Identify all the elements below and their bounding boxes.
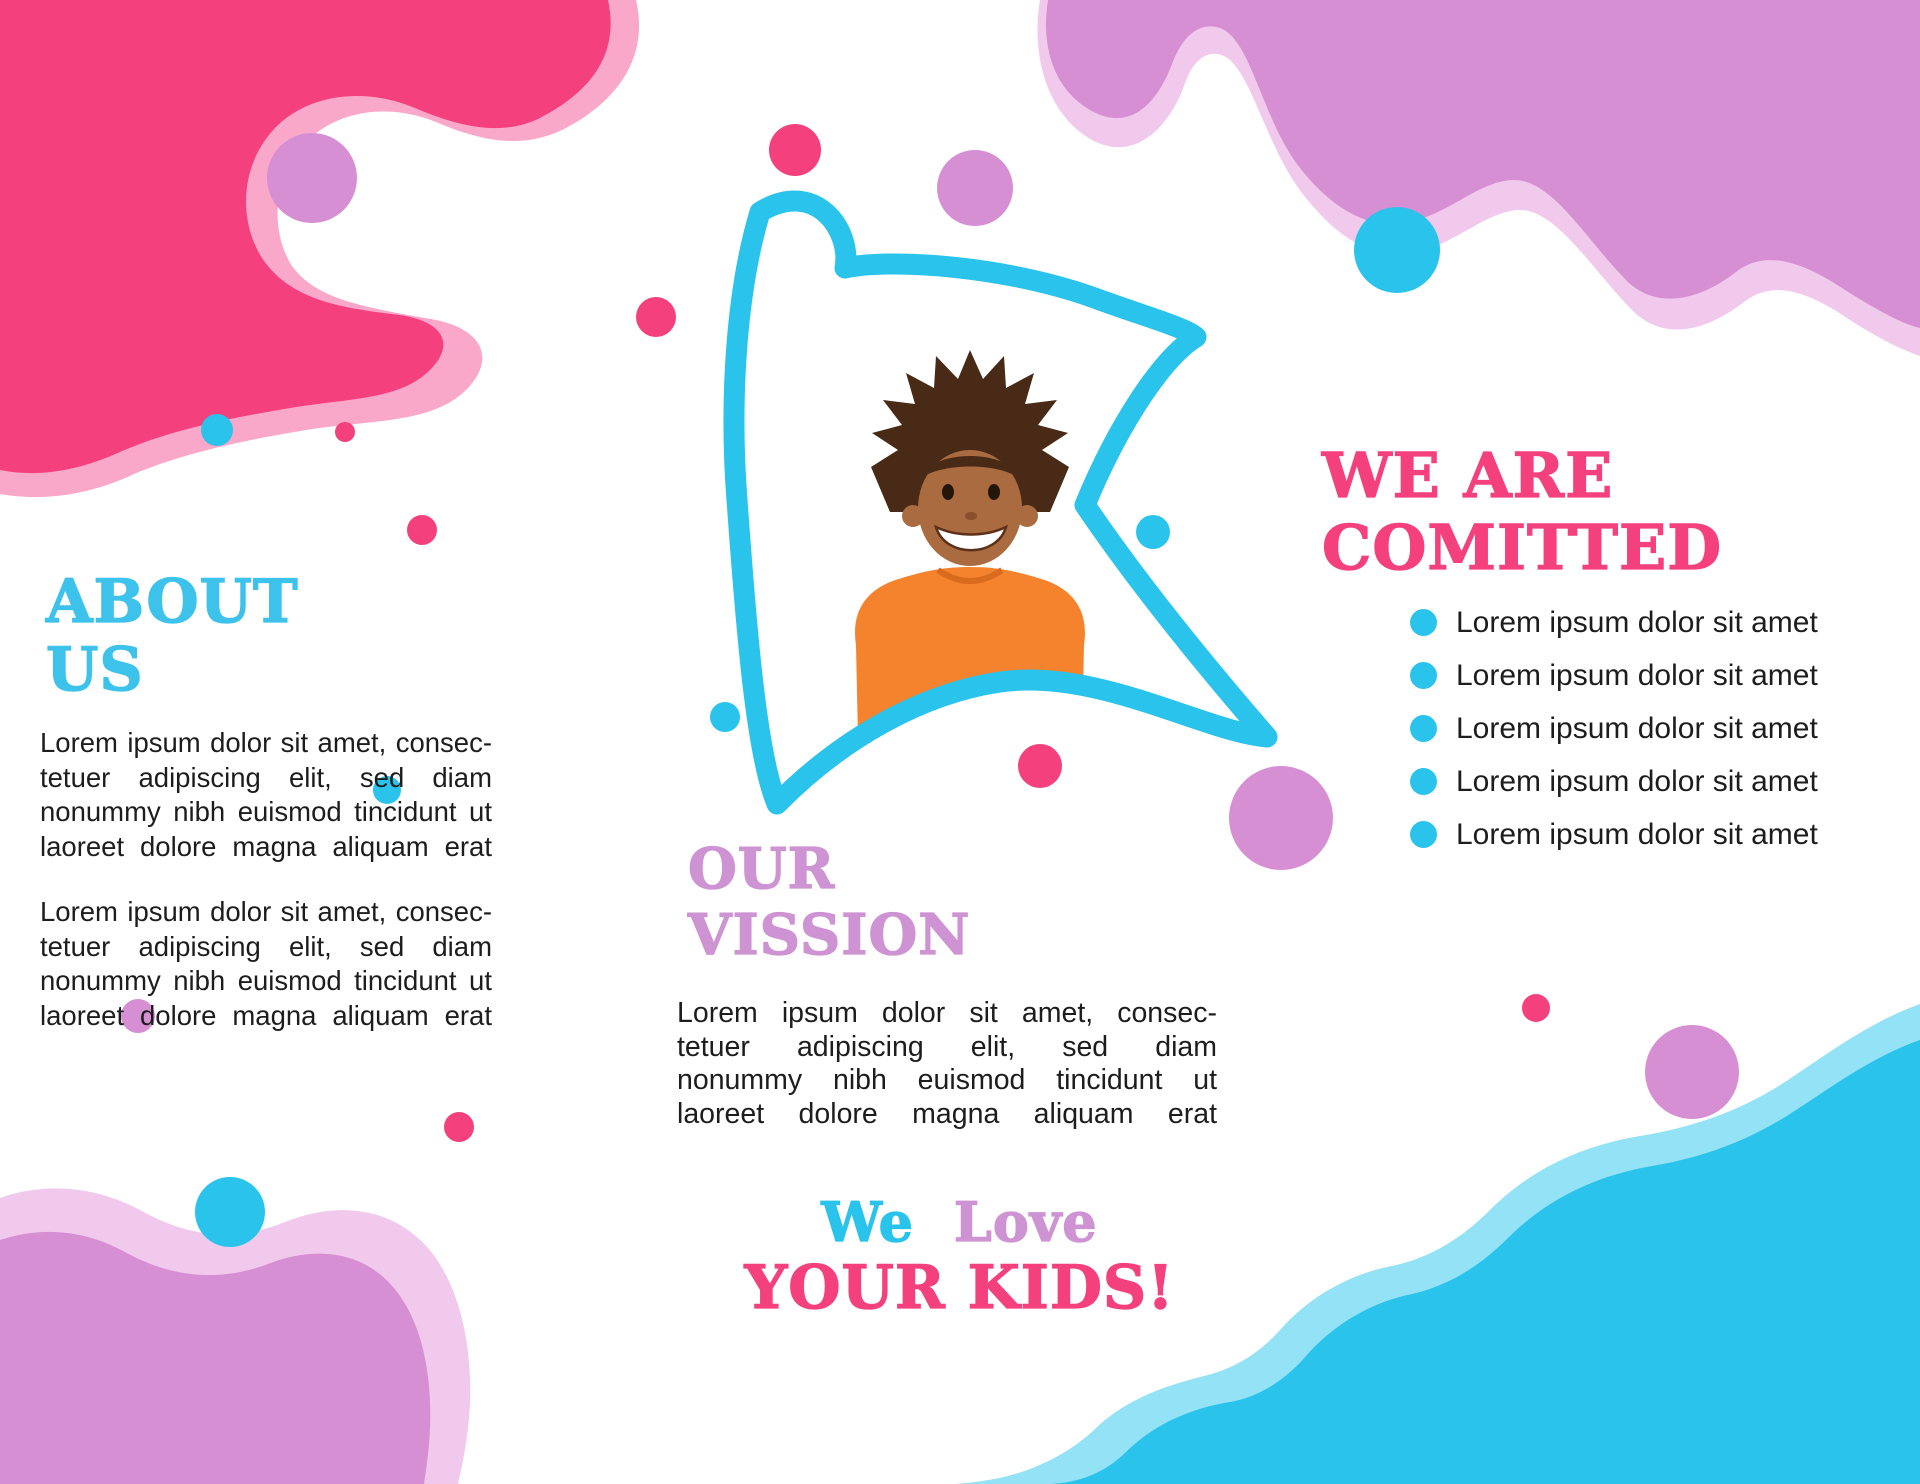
bullet-item: [1410, 649, 1870, 702]
about-us-heading: [46, 568, 299, 704]
bullet-circle-icon: [1410, 768, 1437, 795]
comitted-heading-line1: WE ARE: [1322, 439, 1614, 512]
bullet-text: Lorem ipsum dolor sit amet: [1456, 764, 1818, 798]
about-us-heading-line1: ABOUT: [46, 567, 299, 637]
bullet-item: [1410, 702, 1870, 755]
tagline-line1: [677, 1190, 1242, 1254]
bullet-item: [1410, 755, 1870, 808]
tagline-line2: YOUR KIDS!: [744, 1253, 1175, 1323]
paragraph-line: laoreet dolore magna aliquam erat: [40, 999, 492, 1031]
vision-paragraph: [677, 997, 1217, 1131]
paragraph-line: Lorem ipsum dolor sit amet, consec-: [677, 997, 1217, 1029]
bullet-text: Lorem ipsum dolor sit amet: [1456, 658, 1818, 692]
bullet-circle-icon: [1410, 662, 1437, 689]
bullet-text: Lorem ipsum dolor sit amet: [1456, 817, 1818, 851]
paragraph-line: laoreet dolore magna aliquam erat: [40, 830, 492, 862]
paragraph-line: Lorem ipsum dolor sit amet, consec-: [40, 896, 492, 927]
tagline-we: We: [821, 1190, 915, 1254]
tagline-love: Love: [953, 1190, 1098, 1254]
paragraph-line: Lorem ipsum dolor sit amet, consec-: [40, 727, 492, 758]
paragraph-line: tetuer adipiscing elit, sed diam: [40, 930, 492, 962]
paragraph-line: laoreet dolore magna aliquam erat: [677, 1097, 1217, 1130]
bullet-text: Lorem ipsum dolor sit amet: [1456, 605, 1818, 639]
bullet-text: Lorem ipsum dolor sit amet: [1456, 711, 1818, 745]
bullet-circle-icon: [1410, 821, 1437, 848]
we-are-comitted-heading: [1322, 440, 1722, 584]
paragraph-line: nonummy nibh euismod tincidunt ut: [40, 965, 492, 996]
bullet-circle-icon: [1410, 609, 1437, 636]
about-paragraph-1: [40, 726, 492, 864]
comitted-heading-line2: COMITTED: [1322, 511, 1723, 584]
paragraph-line: nonummy nibh euismod tincidunt ut: [677, 1064, 1217, 1096]
paragraph-line: tetuer adipiscing elit, sed diam: [677, 1030, 1217, 1063]
about-us-heading-line2: US: [46, 635, 144, 705]
paragraph-line: tetuer adipiscing elit, sed diam: [40, 761, 492, 793]
our-vission-heading-line1: OUR: [688, 836, 836, 902]
about-paragraph-2: [40, 895, 492, 1033]
our-vission-heading-line2: VISSION: [688, 902, 971, 968]
bullet-circle-icon: [1410, 715, 1437, 742]
paragraph-line: nonummy nibh euismod tincidunt ut: [40, 796, 492, 827]
bullet-item: [1410, 596, 1870, 649]
bullet-item: [1410, 808, 1870, 861]
our-vission-heading: [688, 836, 970, 968]
commitment-bullet-list: [1410, 596, 1870, 861]
